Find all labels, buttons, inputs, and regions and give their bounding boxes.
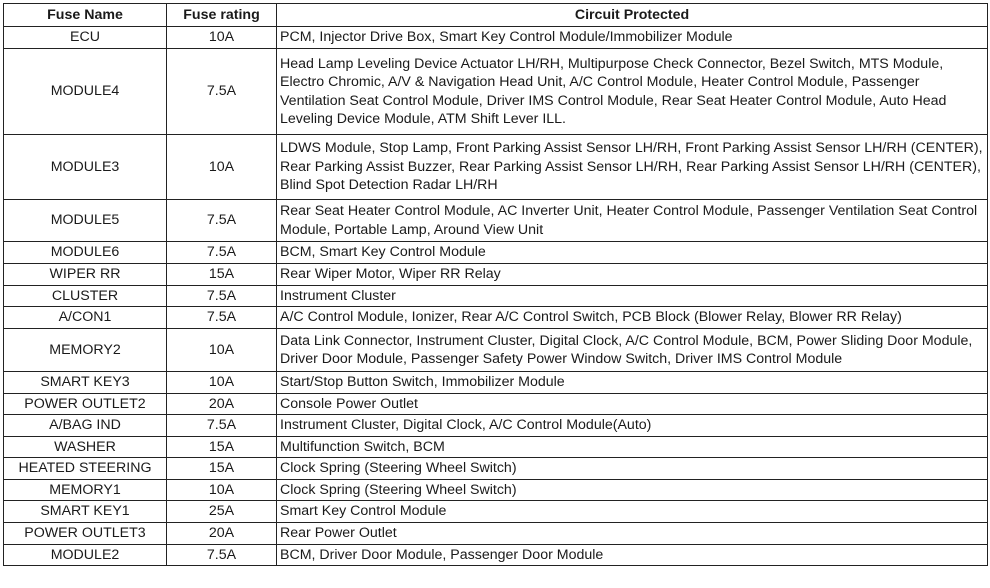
fuse-rating-cell: 7.5A bbox=[167, 200, 277, 242]
circuit-protected-cell: Multifunction Switch, BCM bbox=[277, 437, 988, 458]
table-row bbox=[4, 307, 988, 329]
fuse-name-cell: MODULE6 bbox=[4, 242, 167, 264]
header-fuse-rating: Fuse rating bbox=[167, 4, 277, 27]
fuse-rating-cell: 15A bbox=[167, 437, 277, 458]
fuse-rating-cell: 10A bbox=[167, 480, 277, 501]
table-body bbox=[4, 27, 988, 566]
table-row bbox=[4, 437, 988, 458]
table-header-row bbox=[4, 4, 988, 27]
fuse-name-cell: WIPER RR bbox=[4, 264, 167, 286]
fuse-rating-cell: 10A bbox=[167, 329, 277, 372]
table-row bbox=[4, 135, 988, 200]
circuit-protected-cell: Instrument Cluster bbox=[277, 286, 988, 307]
table-row bbox=[4, 545, 988, 566]
fuse-name-cell: POWER OUTLET2 bbox=[4, 394, 167, 415]
circuit-protected-cell: Rear Power Outlet bbox=[277, 523, 988, 545]
fuse-rating-cell: 25A bbox=[167, 501, 277, 523]
circuit-protected-cell: A/C Control Module, Ionizer, Rear A/C Control Switch, PCB Block (Blower Relay, Blower RR Relay) bbox=[277, 307, 988, 329]
circuit-protected-cell: BCM, Driver Door Module, Passenger Door Module bbox=[277, 545, 988, 566]
fuse-rating-cell: 10A bbox=[167, 27, 277, 49]
fuse-rating-cell: 7.5A bbox=[167, 545, 277, 566]
table-row bbox=[4, 501, 988, 523]
fuse-name-cell: MEMORY1 bbox=[4, 480, 167, 501]
circuit-protected-cell: Clock Spring (Steering Wheel Switch) bbox=[277, 480, 988, 501]
circuit-protected-cell: PCM, Injector Drive Box, Smart Key Control Module/Immobilizer Module bbox=[277, 27, 988, 49]
fuse-name-cell: SMART KEY1 bbox=[4, 501, 167, 523]
circuit-protected-cell: Start/Stop Button Switch, Immobilizer Module bbox=[277, 372, 988, 394]
table-row bbox=[4, 523, 988, 545]
circuit-protected-cell: Data Link Connector, Instrument Cluster, Digital Clock, A/C Control Module, BCM, Power Sliding Door Module, Driver Door Module, Passenger Safety Power Window Switch, Driver IMS Control Module bbox=[277, 329, 988, 372]
circuit-protected-cell: Smart Key Control Module bbox=[277, 501, 988, 523]
table-row bbox=[4, 415, 988, 437]
table-row bbox=[4, 329, 988, 372]
fuse-rating-cell: 7.5A bbox=[167, 49, 277, 135]
table-row bbox=[4, 49, 988, 135]
fuse-rating-cell: 20A bbox=[167, 394, 277, 415]
fuse-name-cell: MODULE5 bbox=[4, 200, 167, 242]
circuit-protected-cell: Rear Seat Heater Control Module, AC Inverter Unit, Heater Control Module, Passenger Ventilation Seat Control Module, Portable Lamp, Around View Unit bbox=[277, 200, 988, 242]
table-row bbox=[4, 480, 988, 501]
fuse-rating-cell: 7.5A bbox=[167, 242, 277, 264]
header-fuse-name: Fuse Name bbox=[4, 4, 167, 27]
fuse-name-cell: SMART KEY3 bbox=[4, 372, 167, 394]
fuse-name-cell: A/BAG IND bbox=[4, 415, 167, 437]
fuse-name-cell: HEATED STEERING bbox=[4, 458, 167, 480]
fuse-rating-cell: 7.5A bbox=[167, 286, 277, 307]
fuse-rating-cell: 15A bbox=[167, 458, 277, 480]
table-row bbox=[4, 200, 988, 242]
table-row bbox=[4, 242, 988, 264]
fuse-name-cell: ECU bbox=[4, 27, 167, 49]
circuit-protected-cell: LDWS Module, Stop Lamp, Front Parking Assist Sensor LH/RH, Front Parking Assist Sensor LH/RH (CENTER), Rear Parking Assist Buzzer, Rear Parking Assist Sensor LH/RH, Rear Parking Assist Sensor LH/RH (CENTER), Blind Spot Detection Radar LH/RH bbox=[277, 135, 988, 200]
fuse-rating-cell: 20A bbox=[167, 523, 277, 545]
fuse-rating-cell: 10A bbox=[167, 135, 277, 200]
table-row bbox=[4, 458, 988, 480]
fuse-name-cell: MODULE3 bbox=[4, 135, 167, 200]
fuse-name-cell: POWER OUTLET3 bbox=[4, 523, 167, 545]
table-row bbox=[4, 372, 988, 394]
header-circuit-protected: Circuit Protected bbox=[277, 4, 988, 27]
fuse-name-cell: WASHER bbox=[4, 437, 167, 458]
circuit-protected-cell: BCM, Smart Key Control Module bbox=[277, 242, 988, 264]
circuit-protected-cell: Rear Wiper Motor, Wiper RR Relay bbox=[277, 264, 988, 286]
circuit-protected-cell: Clock Spring (Steering Wheel Switch) bbox=[277, 458, 988, 480]
fuse-rating-cell: 10A bbox=[167, 372, 277, 394]
fuse-name-cell: MODULE2 bbox=[4, 545, 167, 566]
table-row bbox=[4, 264, 988, 286]
fuse-name-cell: A/CON1 bbox=[4, 307, 167, 329]
fuse-name-cell: MEMORY2 bbox=[4, 329, 167, 372]
table-row bbox=[4, 394, 988, 415]
table-row bbox=[4, 286, 988, 307]
circuit-protected-cell: Head Lamp Leveling Device Actuator LH/RH, Multipurpose Check Connector, Bezel Switch, MTS Module, Electro Chromic, A/V & Navigation Head Unit, A/C Control Module, Heater Control Module, Passenger Ventilation Seat Control Module, Driver IMS Control Module, Rear Seat Heater Control Module, Auto Head Leveling Device Module, ATM Shift Lever ILL. bbox=[277, 49, 988, 135]
fuse-rating-cell: 15A bbox=[167, 264, 277, 286]
fuse-name-cell: MODULE4 bbox=[4, 49, 167, 135]
fuse-table bbox=[3, 3, 988, 566]
fuse-name-cell: CLUSTER bbox=[4, 286, 167, 307]
table-row bbox=[4, 27, 988, 49]
circuit-protected-cell: Instrument Cluster, Digital Clock, A/C Control Module(Auto) bbox=[277, 415, 988, 437]
circuit-protected-cell: Console Power Outlet bbox=[277, 394, 988, 415]
fuse-rating-cell: 7.5A bbox=[167, 415, 277, 437]
fuse-rating-cell: 7.5A bbox=[167, 307, 277, 329]
